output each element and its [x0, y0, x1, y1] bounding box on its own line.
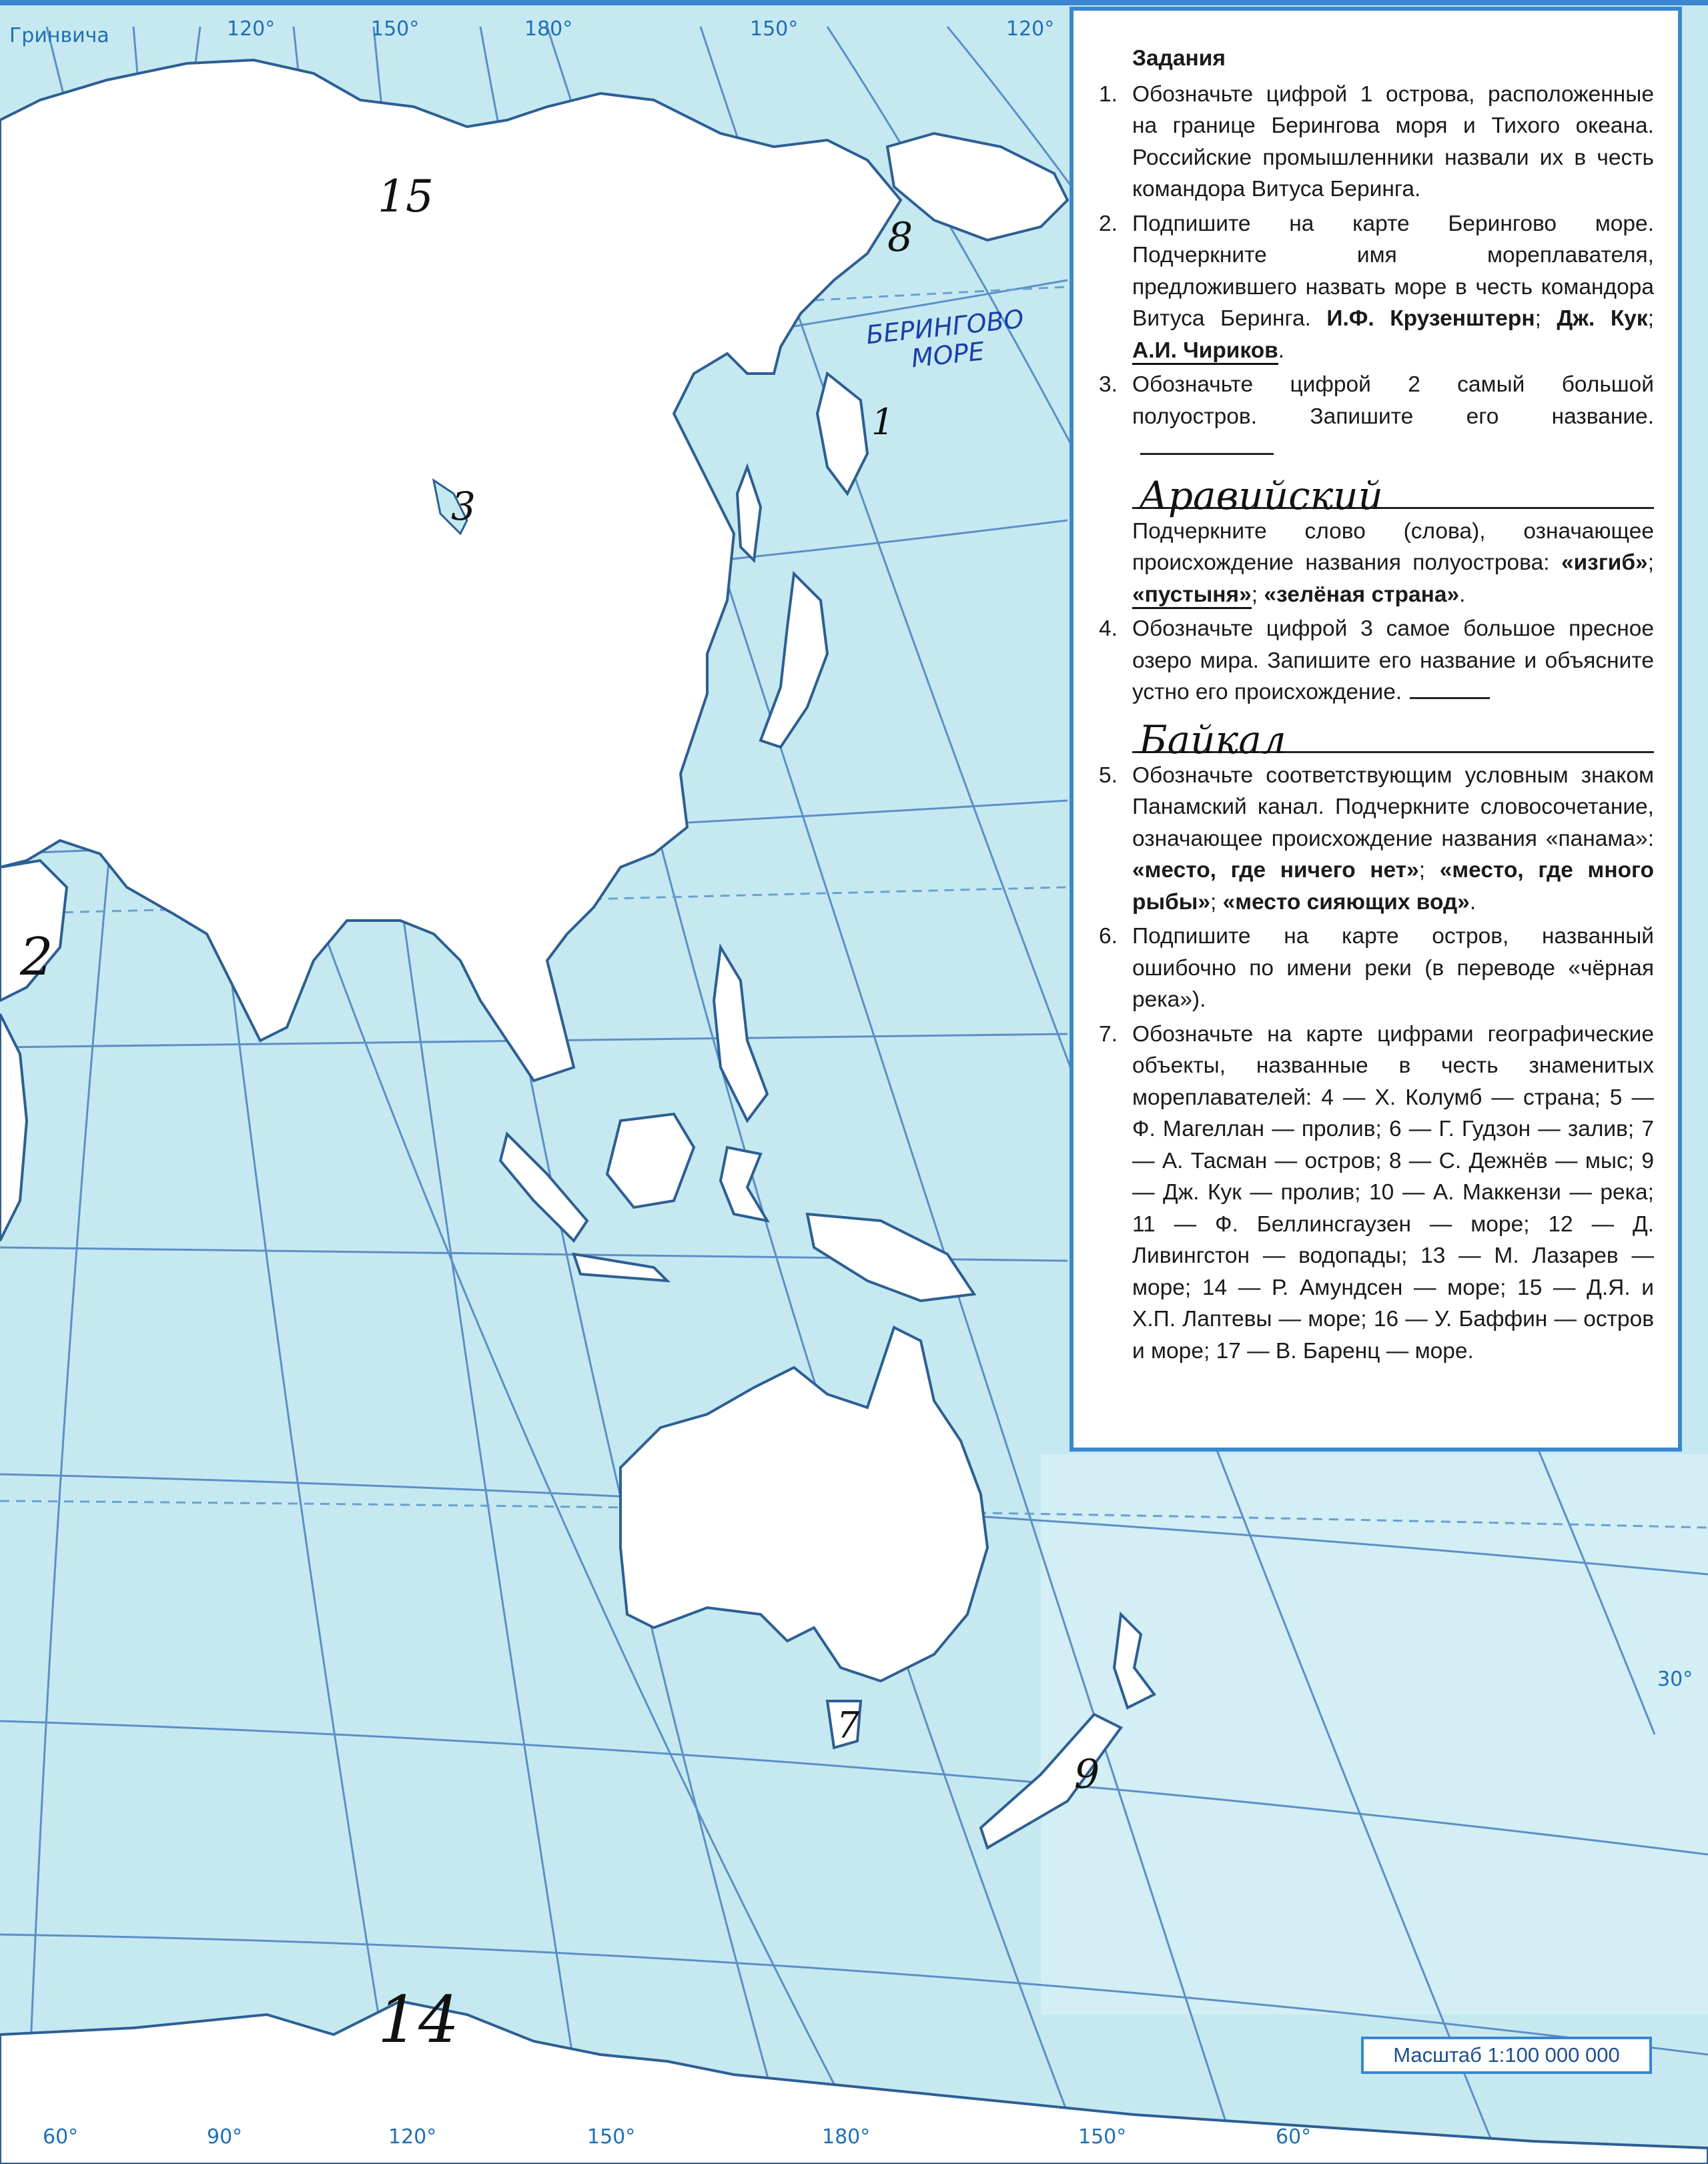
tasks-panel: [1070, 7, 1682, 1452]
handwritten-15: 15: [378, 171, 434, 222]
task-text: Подчеркните слово (слова), означающее происхождение названия полуострова:: [1132, 518, 1654, 575]
coord-bottom-150-west: 150°: [1078, 2125, 1127, 2149]
handwritten-8: 8: [887, 214, 913, 261]
option-chirikov: А.И. Чириков: [1132, 338, 1278, 365]
separator: ;: [1251, 582, 1258, 607]
task-number: 4.: [1099, 616, 1118, 641]
separator: ;: [1647, 306, 1655, 331]
coord-bottom-150: 150°: [587, 2125, 636, 2149]
handwritten-3: 3: [451, 484, 476, 529]
task-text: Подпишите на карте Берингово море. Подчеркните имя мореплавателя, предложившего назвать море в честь командора Витуса Беринга.: [1132, 211, 1654, 331]
task-7: [1099, 1019, 1654, 1368]
task-text: Подпишите на карте остров, названный ошибочно по имени реки (в переводе «чёрная река»).: [1132, 924, 1654, 1012]
task-6: [1099, 921, 1654, 1016]
answer-line-lake: [1132, 711, 1654, 762]
separator: ;: [1418, 858, 1426, 883]
option-cook: Дж. Кук: [1557, 306, 1648, 331]
task-text: Обозначьте цифрой 2 самый большой полуостров. Запишите его название.: [1132, 372, 1654, 429]
option-nothing: «место, где ничего нет»: [1132, 858, 1419, 883]
task-text: Обозначьте на карте цифрами географические объекты, названные в честь знаменитых мореплавателей:: [1132, 1021, 1654, 1110]
faded-right-area: [1041, 1454, 1708, 2015]
answer-blank: [1410, 697, 1490, 699]
answer-blank: [1140, 453, 1274, 455]
option-bend: «изгиб»: [1561, 550, 1648, 575]
task-5: [1099, 760, 1654, 919]
task-4: [1099, 613, 1654, 708]
option-shining-waters: «место сияющих вод»: [1222, 889, 1470, 915]
top-frame: [0, 0, 1708, 5]
coord-top-180: 180°: [524, 17, 573, 41]
handwritten-2: 2: [20, 927, 53, 987]
task-number: 1.: [1099, 81, 1118, 107]
handwritten-answer-arabian: Аравийский: [1139, 473, 1383, 518]
task-3-part-2: [1099, 516, 1654, 611]
handwritten-bering-sea: БЕРИНГОВО МОРЕ: [865, 304, 1025, 374]
task-number: 3.: [1099, 372, 1118, 397]
coord-right-30: 30°: [1657, 1668, 1693, 1691]
navigators-list: 4 — Х. Колумб — страна; 5 — Ф. Магеллан — пролив; 6 — Г. Гудзон — залив; 7 — А. Тасман — остров; 8 — С. Дежнёв — мыс; 9 — Дж. Кук — пролив; 10 — А. Маккензи — река; 11 — Ф. Беллинсгаузен — море; 12 — Д. Ливингстон — водопады; 13 — М. Лазарев — море; 14 — Р. Амундсен — море; 15 — Д.Я. и Х.П. Лаптевы — море; 16 — У. Баффин — остров и море; 17 — В. Баренц — море.: [1132, 1085, 1654, 1364]
map-scale: Масштаб 1:100 000 000: [1361, 2037, 1652, 2074]
separator: .: [1469, 889, 1476, 915]
option-desert: «пустыня»: [1132, 582, 1252, 609]
task-text: Обозначьте соответствующим условным знаком Панамский канал. Подчеркните словосочетание, означающее происхождение названия «панама»:: [1132, 762, 1654, 851]
option-many-fish: «место, где много рыбы»: [1132, 858, 1655, 915]
answer-line-peninsula: [1132, 467, 1654, 518]
coord-top-150: 150°: [371, 17, 420, 41]
handwritten-14: 14: [378, 1983, 460, 2057]
handwritten-answer-baikal: Байкал: [1139, 717, 1286, 762]
coord-bottom-90: 90°: [207, 2125, 243, 2149]
coord-top-greenwich: Гринвича: [9, 24, 109, 47]
handwritten-9: 9: [1074, 1751, 1100, 1798]
task-number: 7.: [1099, 1021, 1118, 1047]
coord-bottom-120: 120°: [388, 2125, 437, 2149]
coord-bottom-60-west: 60°: [1276, 2125, 1312, 2149]
coord-top-120: 120°: [227, 17, 276, 41]
task-number: 2.: [1099, 211, 1118, 236]
separator: .: [1459, 582, 1466, 607]
separator: ;: [1647, 550, 1654, 575]
task-number: 5.: [1099, 762, 1118, 788]
coord-top-150-west: 150°: [750, 17, 799, 41]
coord-bottom-60: 60°: [43, 2125, 79, 2149]
handwritten-7: 7: [837, 1704, 860, 1746]
handwritten-1: 1: [871, 401, 895, 443]
tasks-title: Задания: [1132, 46, 1226, 71]
option-green-country: «зелёная страна»: [1264, 582, 1460, 607]
task-number: 6.: [1099, 924, 1118, 949]
option-krusenstern: И.Ф. Крузенштерн: [1326, 306, 1535, 331]
task-3: [1099, 369, 1654, 464]
task-1: [1099, 79, 1654, 205]
separator: ;: [1210, 889, 1217, 915]
coord-top-120-west: 120°: [1006, 17, 1055, 41]
task-text: Обозначьте цифрой 1 острова, расположенные на границе Берингова моря и Тихого океана. Российские промышленники назвали их в честь командора Витуса Беринга.: [1132, 81, 1654, 201]
separator: ;: [1535, 306, 1541, 331]
task-text: Обозначьте цифрой 3 самое большое пресное озеро мира. Запишите его название и объясните устно его происхождение.: [1132, 616, 1654, 704]
task-2: [1099, 208, 1654, 367]
separator: .: [1278, 338, 1285, 363]
coord-bottom-180: 180°: [822, 2125, 871, 2149]
